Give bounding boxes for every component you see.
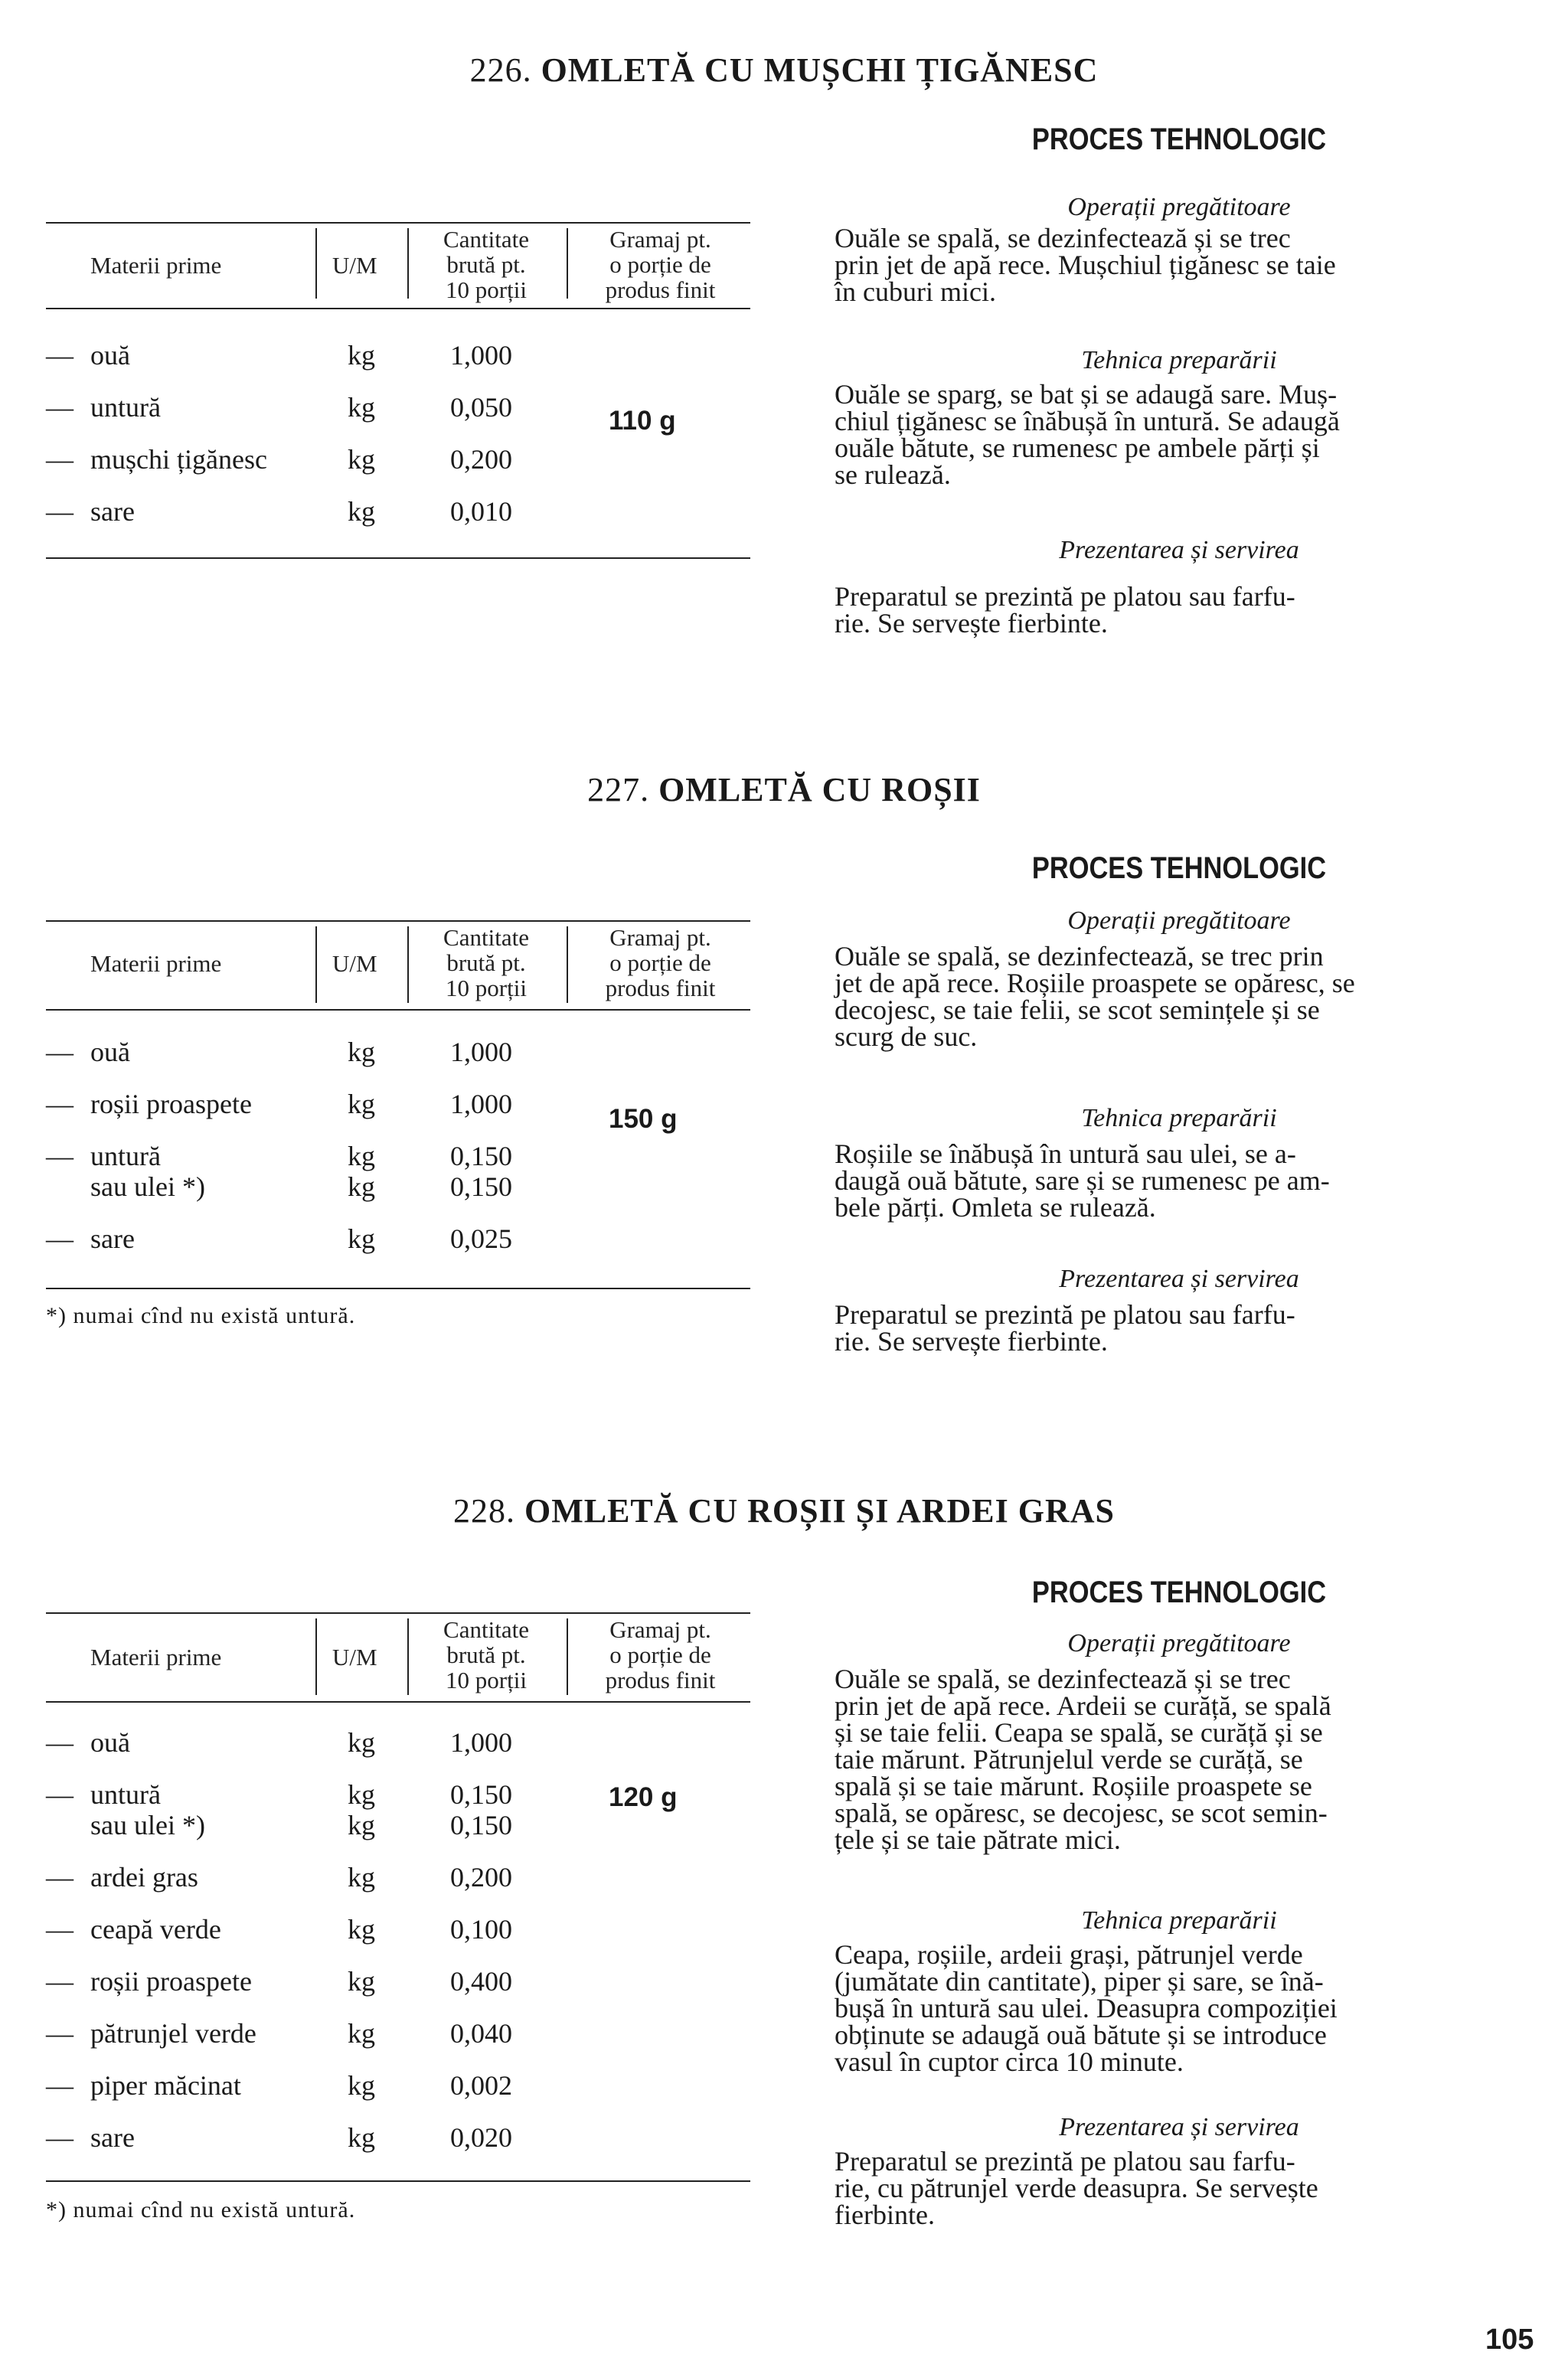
- ingredient-row: [46, 1223, 597, 1254]
- header-gramaj: Gramaj pt. o porție de produs finit: [605, 1616, 716, 1693]
- ingredient-unit: kg: [348, 1141, 375, 1171]
- section-text: Roșiile se înăbușă în untură sau ulei, se a- daugă ouă bătute, sare și se rumenesc pe am- bele părți. Omleta se rulează.: [835, 1138, 1330, 1223]
- section-text: Preparatul se prezintă pe platou sau farfu- rie. Se servește fierbinte.: [835, 1299, 1295, 1357]
- ingredient-row: [46, 2122, 597, 2153]
- table-header-rule: [46, 308, 750, 309]
- section-title: Tehnica preparării: [1081, 346, 1277, 374]
- section-text: Ouăle se sparg, se bat și se adaugă sare. Muș- chiul țigănesc se înăbușă în untură. Se adaugă ouăle bătute, se rumenesc pe ambele părți și se rulează.: [835, 379, 1340, 490]
- recipe-title-text: OMLETĂ CU ROȘII: [658, 771, 981, 808]
- column-divider: [567, 1618, 568, 1695]
- ingredient-unit: kg: [348, 1966, 375, 1997]
- row-dash: —: [46, 1089, 74, 1119]
- gramaj-value: 150 g: [609, 1104, 678, 1134]
- table-header-rule: [46, 1701, 750, 1703]
- ingredient-quantity: 0,200: [450, 444, 512, 475]
- process-section: [835, 122, 1524, 658]
- column-divider: [407, 1618, 409, 1695]
- section-title: Operații pregătitoare: [1067, 193, 1291, 221]
- ingredient-row: [46, 1089, 597, 1119]
- header-materii-prime: Materii prime: [90, 1644, 222, 1671]
- section-text: Ouăle se spală, se dezinfectează și se trec prin jet de apă rece. Mușchiul țigănesc se taie în cuburi mici.: [835, 223, 1336, 307]
- ingredient-name: piper măcinat: [90, 2070, 241, 2101]
- section-title: Tehnica preparării: [1081, 1906, 1277, 1935]
- recipe-title-text: OMLETĂ CU ROȘII ȘI ARDEI GRAS: [524, 1492, 1116, 1530]
- recipe-title-text: OMLETĂ CU MUȘCHI ȚIGĂNESC: [541, 51, 1099, 89]
- ingredient-name: mușchi țigănesc: [90, 444, 267, 475]
- ingredient-name: ouă: [90, 1727, 130, 1758]
- ingredient-quantity: 0,050: [450, 392, 512, 423]
- ingredient-quantity: 0,025: [450, 1223, 512, 1254]
- section-title: Prezentarea și servirea: [1059, 1265, 1299, 1293]
- ingredient-name: sau ulei *): [90, 1171, 205, 1202]
- column-divider: [567, 926, 568, 1003]
- ingredient-unit: kg: [348, 1914, 375, 1945]
- section-text: Ceapa, roșiile, ardeii grași, pătrunjel verde (jumătate din cantitate), piper și sare, se înă- bușă în untură sau ulei. Deasupra compoziției obținute se adaugă ouă bătute și se introduce vasul în cuptor circa 10 minute.: [835, 1939, 1338, 2077]
- row-dash: —: [46, 392, 74, 423]
- row-dash: —: [46, 1141, 74, 1171]
- recipe-title: [0, 770, 1568, 809]
- header-gramaj: Gramaj pt. o porție de produs finit: [605, 924, 716, 1001]
- header-cantitate: Cantitate brută pt. 10 porții: [443, 226, 529, 303]
- ingredient-quantity: 0,040: [450, 2018, 512, 2049]
- ingredient-unit: kg: [348, 1171, 375, 1202]
- process-heading: PROCES TEHNOLOGIC: [1031, 851, 1327, 885]
- gramaj-value: 110 g: [609, 406, 676, 436]
- table-bottom-rule: [46, 2180, 750, 2182]
- row-dash: —: [46, 1966, 74, 1997]
- header-cantitate: Cantitate brută pt. 10 porții: [443, 924, 529, 1001]
- ingredient-unit: kg: [348, 496, 375, 527]
- ingredient-unit: kg: [348, 1810, 375, 1840]
- ingredient-row: [46, 340, 597, 371]
- gramaj-value: 120 g: [609, 1782, 678, 1812]
- section-title: Operații pregătitoare: [1067, 906, 1291, 935]
- column-divider: [315, 1618, 317, 1695]
- ingredient-unit: kg: [348, 444, 375, 475]
- header-materii-prime: Materii prime: [90, 950, 222, 977]
- section-text: Preparatul se prezintă pe platou sau farfu- rie. Se servește fierbinte.: [835, 581, 1295, 638]
- ingredient-row: [46, 1727, 597, 1758]
- row-dash: —: [46, 1914, 74, 1945]
- row-dash: —: [46, 2070, 74, 2101]
- section-title: Prezentarea și servirea: [1059, 2113, 1299, 2141]
- ingredient-unit: kg: [348, 1779, 375, 1810]
- header-um: U/M: [332, 1644, 377, 1671]
- ingredient-name: sare: [90, 1223, 135, 1254]
- ingredient-name: ardei gras: [90, 1862, 198, 1893]
- section-title: Tehnica preparării: [1081, 1104, 1277, 1132]
- ingredient-unit: kg: [348, 1223, 375, 1254]
- table-header-rule: [46, 1009, 750, 1011]
- row-dash: —: [46, 496, 74, 527]
- row-dash: —: [46, 444, 74, 475]
- ingredient-unit: kg: [348, 392, 375, 423]
- table-footnote: *) numai cînd nu există untură.: [46, 2197, 356, 2222]
- row-dash: —: [46, 2122, 74, 2153]
- ingredient-quantity: 0,010: [450, 496, 512, 527]
- ingredient-name: roșii proaspete: [90, 1089, 252, 1119]
- recipe-number: 227.: [587, 771, 650, 808]
- header-um: U/M: [332, 950, 377, 977]
- ingredient-row: [46, 1966, 597, 1997]
- ingredient-name: ouă: [90, 340, 130, 371]
- row-dash: —: [46, 1779, 74, 1810]
- ingredient-quantity: 0,150: [450, 1141, 512, 1171]
- ingredients-table: [46, 222, 750, 574]
- ingredient-unit: kg: [348, 1862, 375, 1893]
- column-divider: [407, 228, 409, 299]
- ingredient-row: [46, 1862, 597, 1893]
- section-text: Ouăle se spală, se dezinfectează și se trec prin jet de apă rece. Ardeii se curăță, se spală și se taie felii. Ceapa se spală, se curăță și se taie mărunt. Pătrunjelul verde se curăță, se spală și se taie mărunt. Roșiile proaspete se spală, se opăresc, se decojesc, se scot semin- țele și se taie pătrate mici.: [835, 1664, 1331, 1855]
- process-section: [835, 851, 1524, 1387]
- ingredient-quantity: 0,150: [450, 1779, 512, 1810]
- ingredient-name: untură: [90, 392, 161, 423]
- process-heading: PROCES TEHNOLOGIC: [1031, 122, 1327, 156]
- recipe-title: [0, 1491, 1568, 1530]
- ingredient-quantity: 0,100: [450, 1914, 512, 1945]
- ingredient-row: [46, 1810, 597, 1840]
- row-dash: —: [46, 340, 74, 371]
- ingredient-quantity: 1,000: [450, 1037, 512, 1067]
- column-divider: [315, 926, 317, 1003]
- table-bottom-rule: [46, 1288, 750, 1289]
- ingredient-quantity: 0,200: [450, 1862, 512, 1893]
- table-footnote: *) numai cînd nu există untură.: [46, 1303, 356, 1328]
- ingredient-name: sare: [90, 496, 135, 527]
- table-top-rule: [46, 920, 750, 922]
- column-divider: [567, 228, 568, 299]
- row-dash: —: [46, 1037, 74, 1067]
- ingredient-quantity: 1,000: [450, 1727, 512, 1758]
- header-um: U/M: [332, 252, 377, 279]
- header-gramaj: Gramaj pt. o porție de produs finit: [605, 226, 716, 303]
- ingredient-quantity: 1,000: [450, 1089, 512, 1119]
- ingredients-table: [46, 1612, 750, 2240]
- ingredient-unit: kg: [348, 1727, 375, 1758]
- page-number: 105: [1485, 2324, 1534, 2356]
- recipe-number: 226.: [469, 51, 532, 89]
- row-dash: —: [46, 1223, 74, 1254]
- ingredient-row: [46, 496, 597, 527]
- recipe-number: 228.: [452, 1492, 515, 1530]
- ingredient-row: [46, 1037, 597, 1067]
- ingredient-row: [46, 444, 597, 475]
- section-text: Ouăle se spală, se dezinfectează, se trec prin jet de apă rece. Roșiile proaspete se opăresc, se decojesc, se taie felii, se scot semințele și se scurg de suc.: [835, 941, 1355, 1052]
- ingredient-quantity: 0,020: [450, 2122, 512, 2153]
- ingredient-unit: kg: [348, 1037, 375, 1067]
- ingredient-unit: kg: [348, 2070, 375, 2101]
- ingredient-quantity: 0,150: [450, 1810, 512, 1840]
- column-divider: [407, 926, 409, 1003]
- recipe-title: [0, 51, 1568, 90]
- ingredients-table: [46, 920, 750, 1349]
- column-divider: [315, 228, 317, 299]
- process-heading: PROCES TEHNOLOGIC: [1031, 1576, 1327, 1609]
- ingredient-name: sare: [90, 2122, 135, 2153]
- ingredient-name: untură: [90, 1779, 161, 1810]
- section-title: Prezentarea și servirea: [1059, 536, 1299, 564]
- ingredient-quantity: 0,150: [450, 1171, 512, 1202]
- ingredient-quantity: 0,400: [450, 1966, 512, 1997]
- ingredient-name: ceapă verde: [90, 1914, 221, 1945]
- ingredient-row: [46, 1779, 597, 1810]
- row-dash: —: [46, 2018, 74, 2049]
- ingredient-row: [46, 392, 597, 423]
- section-text: Preparatul se prezintă pe platou sau farfu- rie, cu pătrunjel verde deasupra. Se servește fierbinte.: [835, 2146, 1318, 2230]
- ingredient-row: [46, 1141, 597, 1171]
- section-title: Operații pregătitoare: [1067, 1629, 1291, 1657]
- ingredient-unit: kg: [348, 2122, 375, 2153]
- table-top-rule: [46, 1612, 750, 1614]
- ingredient-row: [46, 2070, 597, 2101]
- ingredient-unit: kg: [348, 340, 375, 371]
- ingredient-name: untură: [90, 1141, 161, 1171]
- header-cantitate: Cantitate brută pt. 10 porții: [443, 1616, 529, 1693]
- ingredient-name: roșii proaspete: [90, 1966, 252, 1997]
- ingredient-row: [46, 1914, 597, 1945]
- ingredient-row: [46, 2018, 597, 2049]
- ingredient-row: [46, 1171, 597, 1202]
- row-dash: —: [46, 1862, 74, 1893]
- table-top-rule: [46, 222, 750, 224]
- ingredient-name: pătrunjel verde: [90, 2018, 256, 2049]
- process-section: [835, 1576, 1524, 2265]
- ingredient-quantity: 1,000: [450, 340, 512, 371]
- ingredient-name: ouă: [90, 1037, 130, 1067]
- ingredient-name: sau ulei *): [90, 1810, 205, 1840]
- header-materii-prime: Materii prime: [90, 252, 222, 279]
- ingredient-quantity: 0,002: [450, 2070, 512, 2101]
- ingredient-unit: kg: [348, 1089, 375, 1119]
- ingredient-unit: kg: [348, 2018, 375, 2049]
- row-dash: —: [46, 1727, 74, 1758]
- table-bottom-rule: [46, 557, 750, 559]
